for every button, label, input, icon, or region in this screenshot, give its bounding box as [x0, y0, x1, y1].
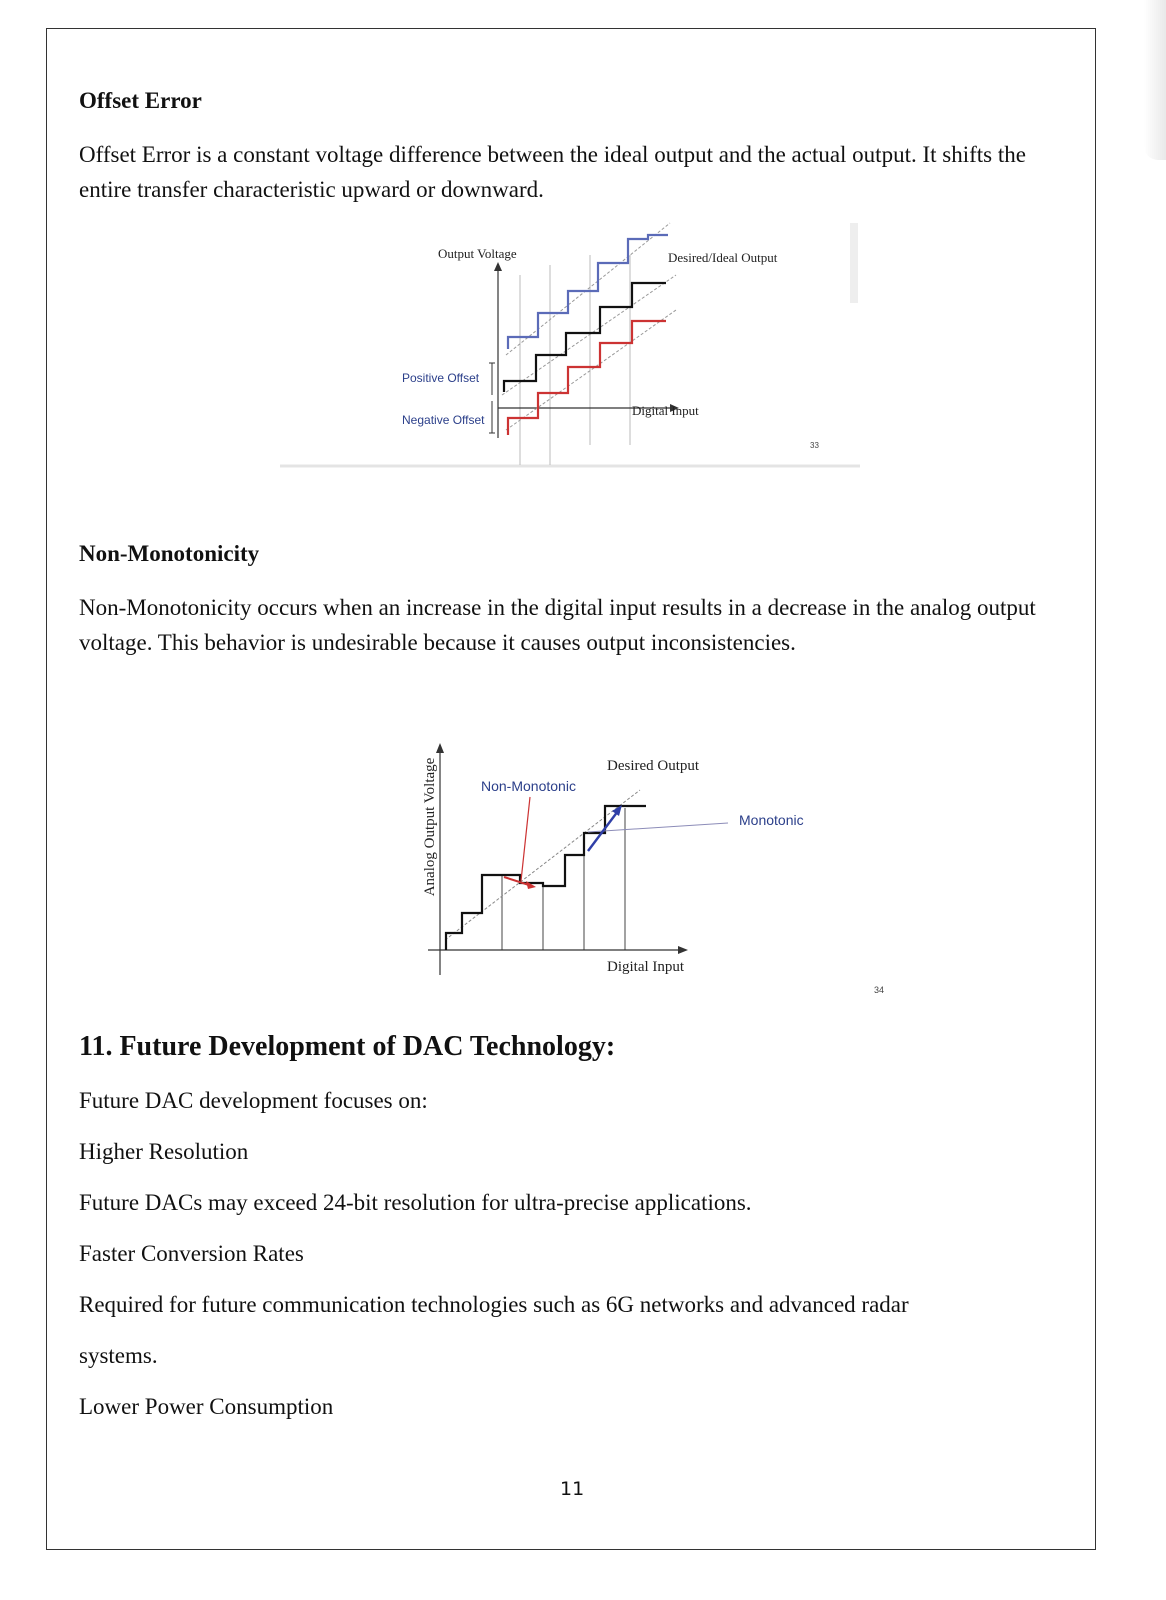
non-monotonicity-figure: [400, 735, 900, 1000]
lower-power-title: Lower Power Consumption: [79, 1394, 334, 1419]
positive-offset-staircase: [508, 235, 668, 349]
future-dac-heading: 11. Future Development of DAC Technology:: [79, 1031, 616, 1062]
faster-conversion-text-line2: systems.: [79, 1343, 158, 1368]
ideal-diagonals: [502, 223, 676, 430]
output-voltage-label: Output Voltage: [438, 246, 517, 261]
ideal-output-label: Desired/Ideal Output: [668, 250, 778, 265]
figure-scroll-mark: [850, 223, 858, 303]
dac-staircase: [446, 806, 646, 950]
offset-error-heading: Offset Error: [79, 88, 202, 113]
future-intro: Future DAC development focuses on:: [79, 1088, 428, 1113]
monotonic-label: Monotonic: [739, 812, 804, 828]
slide-number-33: 33: [810, 441, 819, 450]
slide-number-34: 34: [874, 985, 885, 995]
faster-conversion-text-line1: Required for future communication technologies such as 6G networks and advanced radar: [79, 1292, 909, 1317]
desired-output-label: Desired Output: [607, 758, 700, 774]
higher-resolution-text: Future DACs may exceed 24-bit resolution for ultra-precise applications.: [79, 1190, 752, 1215]
analog-output-voltage-label: Analog Output Voltage: [422, 757, 438, 897]
offset-error-paragraph: Offset Error is a constant voltage difference between the ideal output and the actual output. It shifts the entire transfer characteristic upward or downward.: [79, 142, 1026, 202]
non-monotonicity-paragraph: Non-Monotonicity occurs when an increase in the digital input results in a decrease in the analog output voltage. This behavior is undesirable because it causes output inconsistencies.: [79, 595, 1036, 655]
y-axis-arrow: [494, 262, 502, 271]
negative-offset-label: Negative Offset: [402, 413, 485, 427]
non-monotonic-label: Non-Monotonic: [481, 778, 576, 794]
digital-input-label: Digital Input: [632, 403, 699, 418]
next-page-edge: [1144, 0, 1166, 160]
non-monotonicity-heading: Non-Monotonicity: [79, 541, 260, 566]
positive-offset-label: Positive Offset: [402, 371, 480, 385]
x-axis-arrow: [678, 946, 688, 954]
faster-conversion-title: Faster Conversion Rates: [79, 1241, 304, 1266]
non-monotonic-pointer: [521, 797, 530, 881]
higher-resolution-title: Higher Resolution: [79, 1139, 249, 1164]
y-axis-arrow: [436, 743, 444, 753]
offset-error-figure: [270, 215, 870, 475]
offset-brackets: [489, 363, 495, 433]
blue-arrow: [588, 811, 618, 851]
digital-input-label: Digital Input: [607, 959, 685, 975]
page-number: 11: [560, 1478, 585, 1500]
